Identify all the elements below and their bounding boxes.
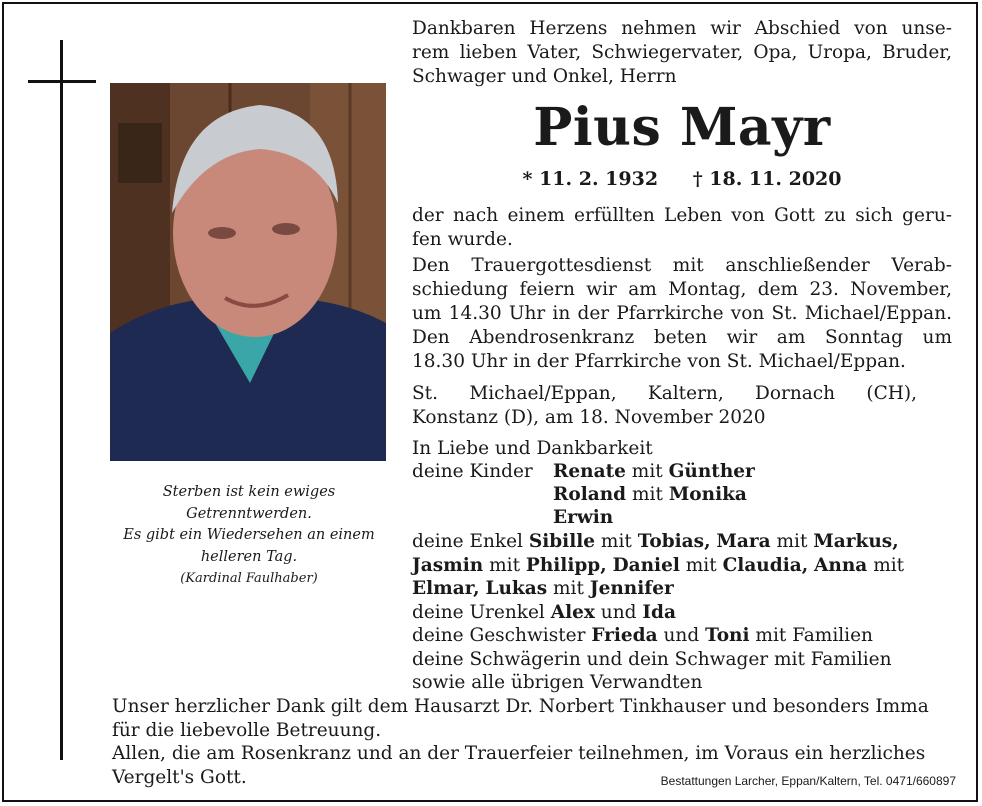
service-text: [412, 254, 952, 374]
siblings-rest: mit Familien: [755, 625, 873, 646]
intro-line: rem lieben Vater, Schwiegervater, Opa, Uropa, Bruder,: [412, 42, 952, 63]
and-word: und: [600, 601, 637, 623]
service-line: Den Abendrosenkranz beten wir am Sonntag um: [412, 327, 952, 348]
siblings-line: [412, 624, 912, 648]
place-line: St. Michael/Eppan, Kaltern, Dornach (CH),: [412, 383, 917, 404]
birth-date: * 11. 2. 1932: [522, 168, 659, 190]
sibling-name: Frieda: [591, 625, 658, 646]
thanks-line: Unser herzlicher Dank gilt dem Hausarzt Dr. Norbert Tinkhauser und besonders Imma: [112, 696, 929, 717]
grandchild-name: Jasmin: [412, 554, 484, 576]
family-list: [412, 530, 912, 695]
service-line: schiedung feiern wir am Montag, dem 23. November,: [412, 279, 952, 300]
life-dates: [412, 166, 952, 192]
relatives-line: sowie alle übrigen Verwandten: [412, 672, 703, 693]
partner-name: Jennifer: [589, 578, 674, 599]
grandchildren-label: deine Enkel: [412, 531, 523, 552]
inlaws-line: deine Schwägerin und dein Schwager mit Familien: [412, 648, 892, 670]
great-grandchild-name: Ida: [642, 601, 676, 623]
place-date-text: [412, 382, 917, 430]
grandchildren-line: [412, 577, 912, 601]
thanks-line: Allen, die am Rosenkranz und an der Trauerfeier teilnehmen, im Voraus ein herzliches: [112, 743, 926, 764]
called-line: der nach einem erfüllten Leben von Gott zu sich geru-: [412, 205, 952, 226]
service-line: um 14.30 Uhr in der Pfarrkirche von St. Michael/Eppan.: [412, 303, 952, 324]
motto-line: helleren Tag.: [200, 548, 298, 565]
with-word: mit: [600, 531, 632, 552]
funeral-home-footer: Bestattungen Larcher, Eppan/Kaltern, Tel. 0471/660897: [660, 774, 956, 788]
with-word: mit: [553, 578, 584, 599]
service-line: Den Trauergottesdienst mit anschließender Verab-: [412, 255, 952, 276]
child-entry: [553, 483, 755, 506]
with-word: mit: [873, 554, 905, 576]
grandchild-name: Daniel: [612, 554, 680, 576]
motto-line: Es gibt ein Wiedersehen an einem: [123, 527, 375, 543]
called-line: fen wurde.: [412, 229, 513, 250]
love-line: In Liebe und Dankbarkeit: [412, 438, 653, 459]
with-word: mit: [776, 531, 808, 552]
great-grandchildren-line: [412, 601, 912, 625]
death-date: † 18. 11. 2020: [692, 168, 842, 190]
partner-name: Philipp,: [525, 554, 607, 576]
siblings-label: deine Geschwister: [412, 625, 586, 646]
with-word: mit: [631, 461, 663, 482]
child-name: Erwin: [553, 507, 614, 528]
intro-line: Dankbaren Herzens nehmen wir Abschied von unse-: [412, 18, 952, 39]
with-word: mit: [632, 484, 663, 505]
children-list: [553, 460, 755, 529]
sibling-name: Toni: [705, 625, 750, 646]
grandchild-name: Sibille: [528, 531, 596, 552]
thanks-line: Vergelt's Gott.: [112, 766, 247, 788]
child-entry: [553, 460, 755, 483]
portrait-photo: [110, 83, 386, 461]
partner-name: Tobias,: [637, 531, 711, 552]
great-grandchildren-label: deine Urenkel: [412, 601, 545, 623]
and-word: und: [663, 625, 700, 646]
motto-quote: [96, 482, 402, 590]
motto-citation: (Kardinal Faulhaber): [180, 571, 318, 586]
motto-line: Sterben ist kein ewiges: [162, 484, 336, 500]
grandchildren-line: [412, 554, 912, 578]
grandchildren-line: [412, 530, 912, 554]
partner-name: Elmar,: [412, 578, 480, 599]
called-text: [412, 204, 952, 252]
service-line: 18.30 Uhr in der Pfarrkirche von St. Michael/Eppan.: [412, 351, 906, 372]
partner-name: Günther: [668, 461, 755, 482]
with-word: mit: [489, 554, 521, 576]
partner-name: Markus,: [813, 531, 899, 552]
place-line: Konstanz (D), am 18. November 2020: [412, 407, 766, 428]
motto-line: Getrenntwerden.: [186, 505, 312, 522]
cross-icon-bar: [28, 80, 96, 83]
child-name: Roland: [553, 484, 627, 505]
grandchild-name: Lukas: [485, 578, 548, 599]
partner-name: Monika: [668, 484, 747, 505]
intro-text: [412, 17, 952, 89]
child-name: Renate: [553, 461, 626, 482]
cross-icon: [60, 40, 63, 760]
children-label: deine Kinder: [412, 461, 533, 482]
deceased-name: Pius Mayr: [533, 97, 831, 158]
grandchild-name: Mara: [716, 531, 771, 552]
partner-name: Claudia,: [722, 554, 809, 576]
child-entry: [553, 506, 755, 529]
great-grandchild-name: Alex: [550, 601, 595, 623]
thanks-line: für die liebevolle Betreuung.: [112, 719, 382, 741]
with-word: mit: [685, 554, 717, 576]
grandchild-name: Anna: [814, 554, 868, 576]
intro-line: Schwager und Onkel, Herrn: [412, 66, 677, 87]
